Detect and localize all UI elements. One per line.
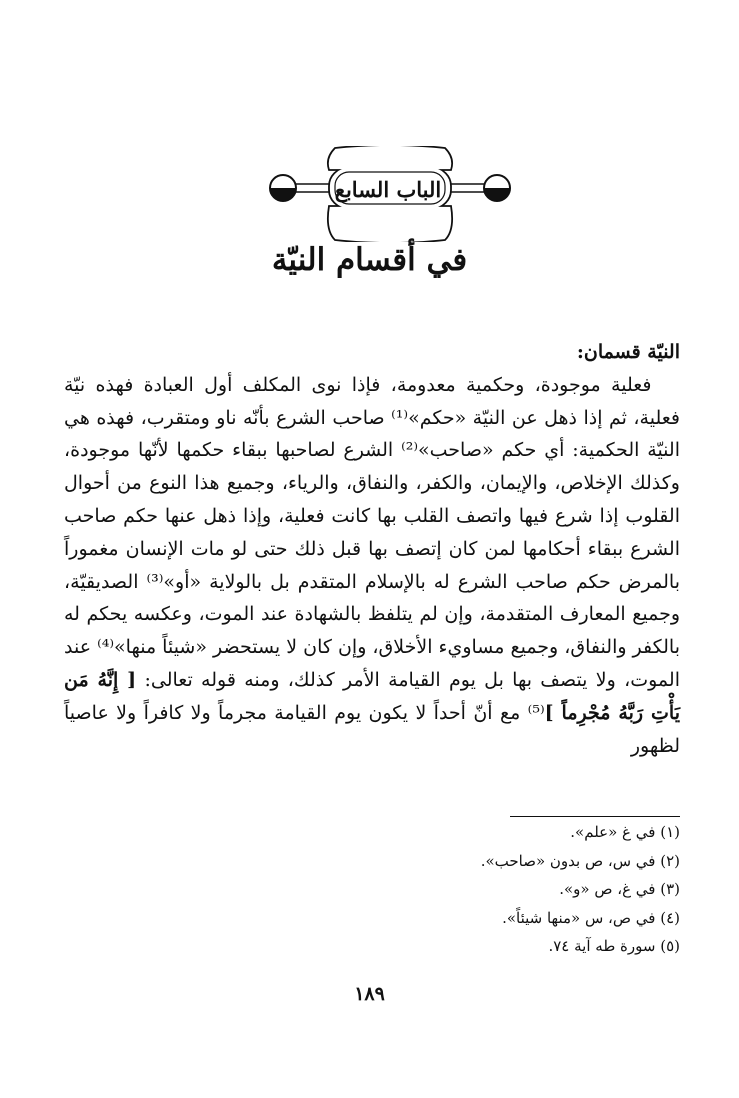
chapter-label: الباب السابع xyxy=(334,177,442,202)
paragraph-text: فعلية موجودة، وحكمية معدومة، فإذا نوى المكلف أول العبادة فهذه نيّة فعلية، ثم إذا ذهل عن النيّة «حكم»⁽¹⁾ صاحب الشرع بأنّه ناو ومتقرب، فهذه هي النيّة الحكمية: أي حكم «صاحب»⁽²⁾ الشرع لصاحبها ببقاء حكمها لأنّها موجودة، وكذلك الإخلاص، والإيمان، والكفر، والنفاق، والرياء، وجميع هذا النوع من أحوال القلوب إذا شرع فيها واتصف القلب بها كانت فعلية، وإذا ذهل عنها حكم صاحب الشرع ببقاء أحكامها لمن كان إتصف بها قبل ذلك حتى لو مات الإنسان مغموراً بالمرض حكم صاحب الشرع له بالإسلام المتقدم بل بالولاية «أو»⁽³⁾ الصديقيّة، وجميع المعارف المتقدمة، وإن لم يتلفظ بالشهادة عند الموت، وعكسه يحكم له بالكفر والنفاق، وجميع مساويء الأخلاق، وإن كان لا يستحضر «شيئاً منها»⁽⁴⁾ عند الموت، ولا يتصف بها بل يوم القيامة الأمر كذلك، ومنه قوله تعالى: xyxy=(64,373,681,691)
footnote: (٥) سورة طه آية ٧٤. xyxy=(548,937,680,955)
footnote: (٣) في غ، ص «و». xyxy=(559,880,680,898)
body-heading: النيّة قسمان: xyxy=(576,341,680,363)
quran-quote: [ إِنَّهُ مَن يَأْتِ رَبَّهُ مُجْرِماً ] xyxy=(64,668,680,724)
footnote: (٢) في س، ص بدون «صاحب». xyxy=(480,851,680,870)
main-paragraph xyxy=(64,369,680,763)
footnotes xyxy=(300,818,680,961)
paragraph-text-end: ⁽⁵⁾ مع أنّ أحداً لا يكون يوم القيامة مجرماً ولا كافراً ولا عاصياً لظهور xyxy=(64,701,680,757)
section-title: في أقسام النيّة xyxy=(271,242,468,278)
footnote: (٤) في ص، س «منها شيئاً». xyxy=(502,908,680,927)
page-number: ١٨٩ xyxy=(354,983,385,1005)
footnote-divider xyxy=(510,816,680,817)
footnote: (١) في غ «علم». xyxy=(570,823,680,841)
body-text xyxy=(64,336,680,762)
